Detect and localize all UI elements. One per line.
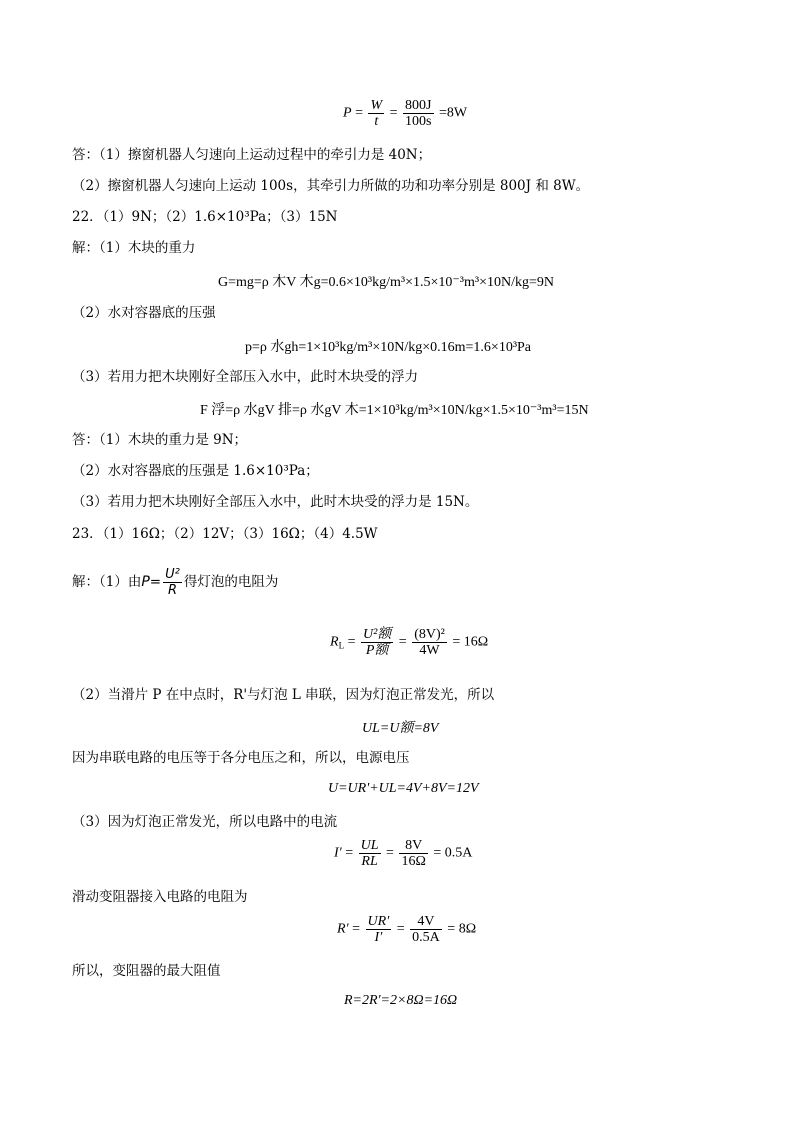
denominator: 0.5A xyxy=(412,930,440,945)
fraction xyxy=(403,98,433,129)
formula-lhs: P xyxy=(141,574,150,590)
formula-lhs: R′ xyxy=(337,921,349,937)
q23-solution-3b: 滑动变阻器接入电路的电阻为 xyxy=(72,889,248,905)
formula-pressure: p=ρ 水gh=1×10³kg/m³×10N/kg×0.16m=1.6×10³Pa xyxy=(245,340,532,355)
formula-eq: = xyxy=(345,845,354,861)
fraction xyxy=(366,914,392,945)
denominator: RL xyxy=(361,854,378,869)
q23-solution-3: （3）因为灯泡正常发光，所以电路中的电流 xyxy=(72,814,338,830)
denominator: I′ xyxy=(374,930,383,945)
formula-lhs: R xyxy=(330,634,339,650)
q22-solution-3: （3）若用力把木块刚好全部压入水中，此时木块受的浮力 xyxy=(72,369,419,385)
q22-answer-3: （3）若用力把木块刚好全部压入水中，此时木块受的浮力是 15N。 xyxy=(72,494,479,510)
denominator: P额 xyxy=(365,643,389,658)
q22-answer-2: （2）水对容器底的压强是 1.6×10³Pa； xyxy=(72,463,319,479)
numerator: U²额 xyxy=(362,627,392,642)
numerator: 4V xyxy=(410,914,442,930)
formula-lamp-resistance xyxy=(330,627,488,658)
formula-eq: = xyxy=(149,574,162,590)
numerator: U² xyxy=(165,566,180,582)
formula-result: = 0.5A xyxy=(433,845,473,861)
numerator: UL xyxy=(360,838,379,853)
formula-eq: = xyxy=(355,105,363,121)
q22-heading: 22．（1）9N；（2）1.6×10³Pa；（3）15N xyxy=(72,209,338,225)
formula-result: =8W xyxy=(439,105,468,121)
formula-power xyxy=(343,98,467,129)
formula-buoyancy: F 浮=ρ 水gV 排=ρ 水gV 木=1×10³kg/m³×10N/kg×1.5×10⁻³m³=15N xyxy=(200,403,589,418)
numerator: UR′ xyxy=(367,914,390,929)
numerator: 800J xyxy=(405,98,432,113)
fraction xyxy=(359,838,381,869)
formula-max-resistance: R=2R'=2×8Ω=16Ω xyxy=(344,993,458,1008)
formula-eq: = xyxy=(396,921,405,937)
q23-heading: 23．（1）16Ω；（2）12V；（3）16Ω；（4）4.5W xyxy=(72,526,378,542)
numerator: W xyxy=(370,98,383,113)
fraction xyxy=(163,567,182,598)
formula-current xyxy=(334,838,472,869)
numerator: 8V xyxy=(399,838,427,854)
fraction xyxy=(412,627,447,658)
q23-solution-1 xyxy=(72,564,278,600)
denominator: t xyxy=(374,114,379,129)
formula-eq: = xyxy=(389,105,398,121)
denominator: 100s xyxy=(405,114,432,129)
fraction xyxy=(410,914,442,945)
fraction xyxy=(361,627,393,658)
formula-gravity: G=mg=ρ 木V 木g=0.6×10³kg/m³×1.5×10⁻³m³×10N/kg=9N xyxy=(218,275,554,290)
formula-eq: = xyxy=(352,921,361,937)
formula-result: = 8Ω xyxy=(447,921,477,937)
formula-source-voltage: U=UR'+UL=4V+8V=12V xyxy=(328,781,479,796)
q23-solution-1-suffix: 得灯泡的电阻为 xyxy=(183,574,279,590)
denominator: R xyxy=(167,582,177,598)
answer-line-2: （2）擦窗机器人匀速向上运动 100s，其牵引力所做的功和功率分别是 800J 和 8W。 xyxy=(72,178,590,194)
q22-solution-2: （2）水对容器底的压强 xyxy=(72,305,216,321)
formula-rheostat-resistance xyxy=(337,914,476,945)
formula-lhs-sub: L xyxy=(338,640,345,651)
denominator: 4W xyxy=(419,643,440,658)
formula-eq: = xyxy=(386,845,394,861)
numerator: (8V)² xyxy=(414,627,445,642)
formula-lhs: P xyxy=(343,105,352,121)
q23-solution-1-prefix: 解：（1）由 xyxy=(72,574,142,590)
q23-solution-3c: 所以，变阻器的最大阻值 xyxy=(72,963,221,979)
q23-solution-2: （2）当滑片 P 在中点时，R'与灯泡 L 串联，因为灯泡正常发光，所以 xyxy=(72,687,495,703)
q22-solution-1: 解：（1）木块的重力 xyxy=(72,240,196,256)
formula-lamp-voltage: UL=U额=8V xyxy=(362,721,439,736)
fraction xyxy=(368,98,384,129)
formula-lhs: I′ xyxy=(334,845,342,861)
q23-solution-2b: 因为串联电路的电压等于各分电压之和，所以，电源电压 xyxy=(72,750,410,766)
denominator: 16Ω xyxy=(401,854,426,869)
formula-eq: = xyxy=(398,634,407,650)
answer-line-1: 答：（1）擦窗机器人匀速向上运动过程中的牵引力是 40N； xyxy=(72,147,432,163)
fraction xyxy=(399,838,427,869)
q22-answer-1: 答：（1）木块的重力是 9N； xyxy=(72,432,248,448)
formula-eq: = xyxy=(347,634,356,650)
formula-result: = 16Ω xyxy=(452,634,489,650)
